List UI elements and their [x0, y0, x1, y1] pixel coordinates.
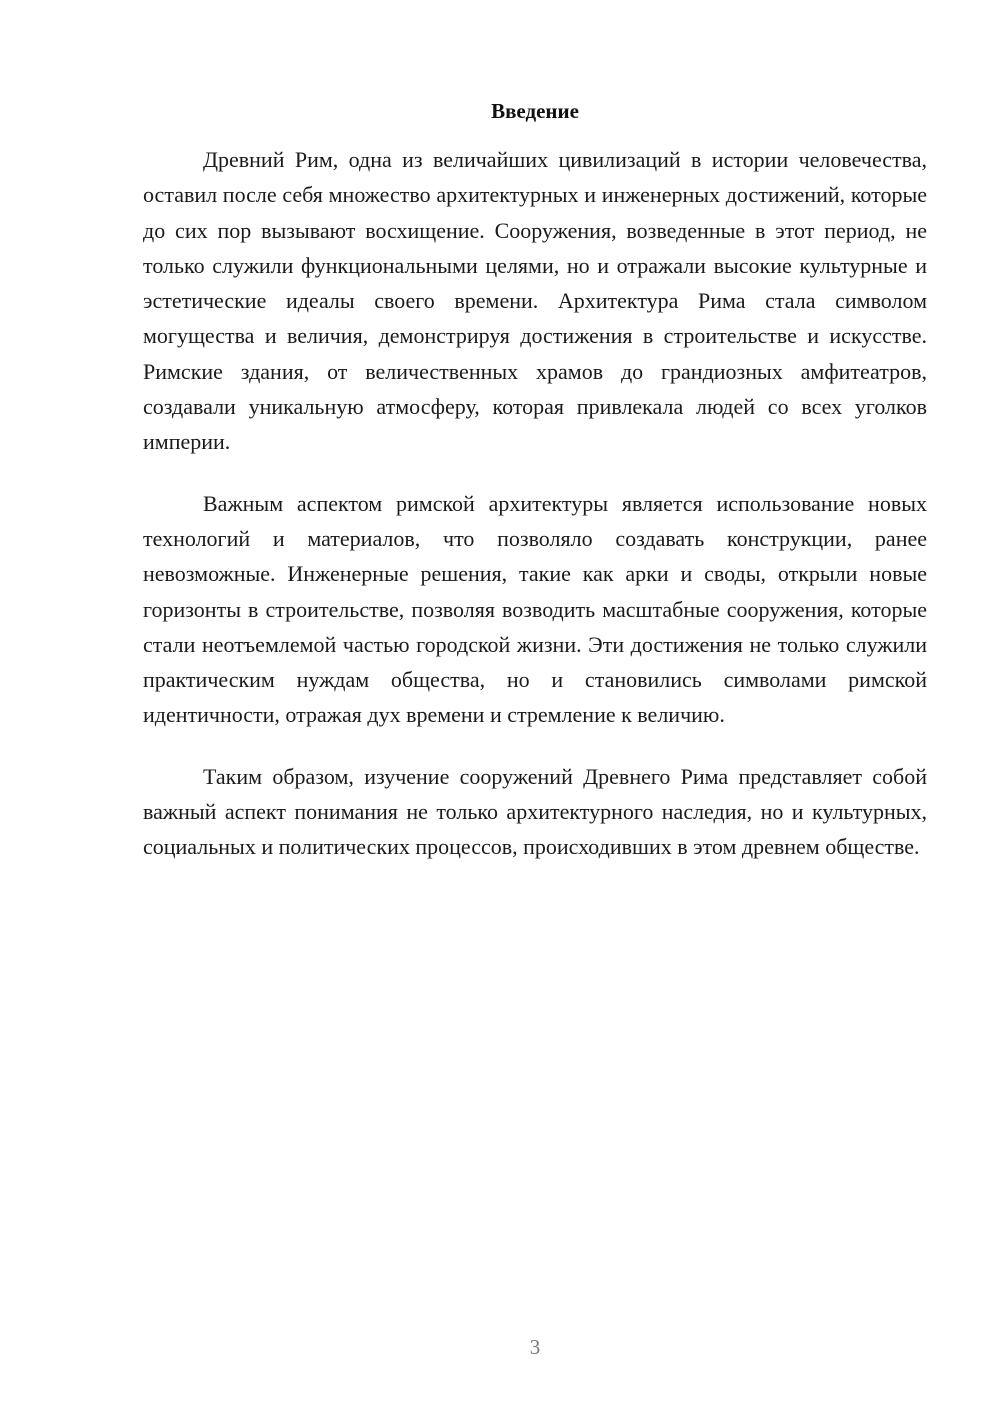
- paragraph-2: Важным аспектом римской архитектуры является использование новых технологий и материалов, что позволяло создавать конструкции, ранее невозможные. Инженерные решения, такие как арки и своды, открыли новые горизонты в строительстве, позволяя возводить масштабные сооружения, которые стали неотъемлемой частью городской жизни. Эти достижения не только служили практическим нуждам общества, но и становились символами римской идентичности, отражая дух времени и стремление к величию.: [143, 490, 927, 728]
- paragraph-1: Древний Рим, одна из величайших цивилизаций в истории человечества, оставил после себя множество архитектурных и инженерных достижений, которые до сих пор вызывают восхищение. Сооружения, возведенные в этот период, не только служили функциональными целями, но и отражали высокие культурные и эстетические идеалы своего времени. Архитектура Рима стала символом могущества и величия, демонстрируя достижения в строительстве и искусстве. Римские здания, от величественных храмов до грандиозных амфитеатров, создавали уникальную атмосферу, которая привлекала людей со всех уголков империи.: [143, 147, 927, 455]
- section-heading: Введение: [491, 99, 579, 123]
- page-number: 3: [529, 1335, 541, 1359]
- paragraph-3: Таким образом, изучение сооружений Древнего Рима представляет собой важный аспект понимания не только архитектурного наследия, но и культурных, социальных и политических процессов, происходивших в этом древнем обществе.: [143, 763, 927, 860]
- body-text: [143, 142, 927, 891]
